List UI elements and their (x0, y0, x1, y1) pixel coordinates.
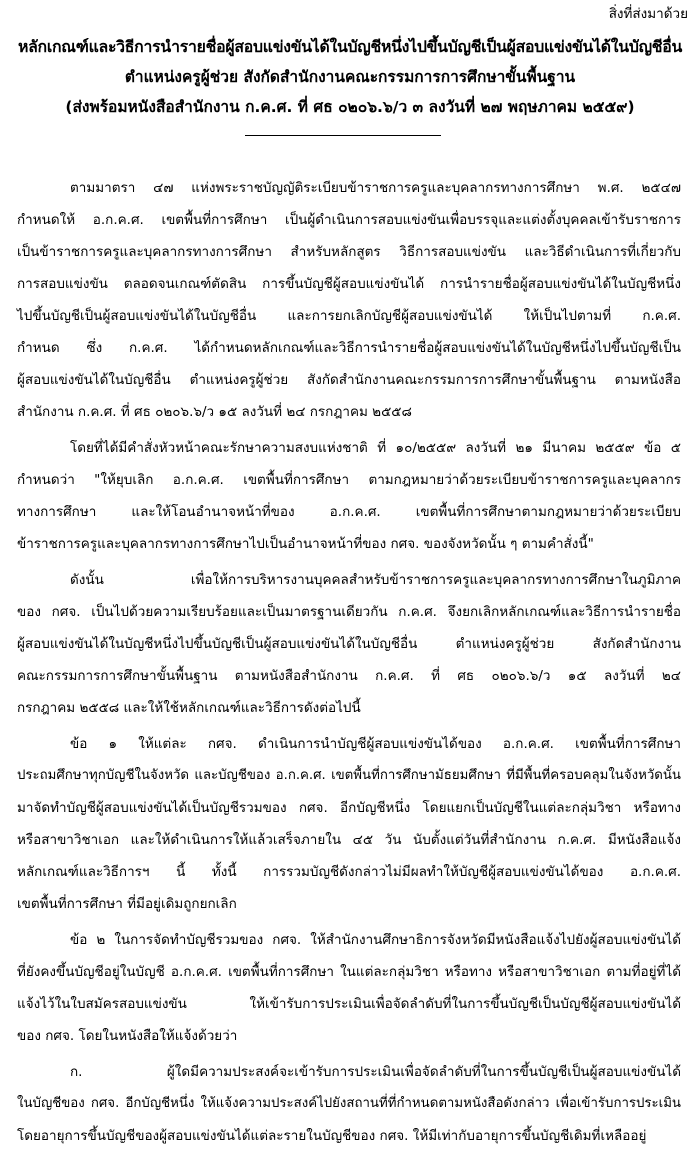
document-title-line-2: ตำแหน่งครูผู้ช่วย สังกัดสำนักงานคณะกรรมการการศึกษาขั้นพื้นฐาน (124, 68, 576, 86)
body-line: ข้าราชการครูและบุคลากรทางการศึกษาไปเป็นอำนาจหน้าที่ของ กศจ. ของจังหวัดนั้น ๆ ตามคำสั่งนี้" (17, 536, 594, 552)
attachment-note: สิ่งที่ส่งมาด้วย (608, 6, 688, 22)
body-line: โดยอายุการขึ้นบัญชีของผู้สอบแข่งขันได้แต่ละรายในบัญชีของ กศจ. ให้มีเท่ากับอายุการขึ้นบัญชีเดิมที่เหลืออยู่ (17, 1128, 647, 1144)
body-line: หลักเกณฑ์และวิธีการฯ นี้ ทั้งนี้ การรวมบัญชีดังกล่าวไม่มีผลทำให้บัญชีผู้สอบแข่งขันได้ของ อ.ก.ค.ศ. (17, 864, 681, 880)
body-line: ทางการศึกษา และให้โอนอำนาจหน้าที่ของ อ.ก.ค.ศ. เขตพื้นที่การศึกษาตามกฎหมายว่าด้วยระเบียบ (17, 504, 681, 520)
document-title-line-3: (ส่งพร้อมหนังสือสำนักงาน ก.ค.ศ. ที่ ศธ ๐๒๐๖.๖/ว ๓ ลงวันที่ ๒๗ พฤษภาคม ๒๕๕๙) (65, 98, 635, 116)
body-line: กรกฎาคม ๒๕๕๘ และให้ใช้หลักเกณฑ์และวิธีการดังต่อไปนี้ (17, 700, 361, 716)
body-line: กำหนดให้ อ.ก.ค.ศ. เขตพื้นที่การศึกษา เป็นผู้ดำเนินการสอบแข่งขันเพื่อบรรจุและแต่งตั้งบุคคลเข้ารับราชการ (17, 212, 681, 228)
body-line: ดังนั้น เพื่อให้การบริหารงานบุคคลสำหรับข้าราชการครูและบุคลากรทางการศึกษาในภูมิภาค (70, 572, 681, 588)
body-line: ตามมาตรา ๔๗ แห่งพระราชบัญญัติระเบียบข้าราชการครูและบุคลากรทางการศึกษา พ.ศ. ๒๕๔๗ (70, 180, 681, 196)
body-line: หรือสาขาวิชาเอก และให้ดำเนินการให้แล้วเสร็จภายใน ๔๕ วัน นับตั้งแต่วันที่สำนักงาน ก.ค.ศ. มีหนังสือแจ้ง (17, 832, 681, 848)
body-line: ข้อ ๑ ให้แต่ละ กศจ. ดำเนินการนำบัญชีผู้สอบแข่งขันได้ของ อ.ก.ค.ศ. เขตพื้นที่การศึกษา (70, 736, 681, 752)
body-line: สำนักงาน ก.ค.ศ. ที่ ศธ ๐๒๐๖.๖/ว ๑๕ ลงวันที่ ๒๔ กรกฎาคม ๒๕๕๘ (17, 404, 412, 420)
body-line: ของ กศจ. เป็นไปด้วยความเรียบร้อยและเป็นมาตรฐานเดียวกัน ก.ค.ศ. จึงยกเลิกหลักเกณฑ์และวิธีการนำรายชื่อ (17, 604, 681, 620)
body-line: ที่ยังคงขึ้นบัญชีอยู่ในบัญชี อ.ก.ค.ศ. เขตพื้นที่การศึกษา ในแต่ละกลุ่มวิชา หรือทาง หรือสาขาวิชาเอก ตามที่อยู่ที่ได้ (17, 964, 681, 980)
document-title-line-1: หลักเกณฑ์และวิธีการนำรายชื่อผู้สอบแข่งขันได้ในบัญชีหนึ่งไปขึ้นบัญชีเป็นผู้สอบแข่งขันได้ในบัญชีอื่น (17, 37, 683, 56)
body-line: ไปขึ้นบัญชีเป็นผู้สอบแข่งขันได้ในบัญชีอื่น และการยกเลิกบัญชีผู้สอบแข่งขันได้ ให้เป็นไปตามที่ ก.ค.ศ. (17, 308, 681, 324)
body-line: ในบัญชีของ กศจ. อีกบัญชีหนึ่ง ให้แจ้งความประสงค์ไปยังสถานที่ที่กำหนดตามหนังสือดังกล่าว เพื่อเข้ารับการประเมิน (17, 1096, 681, 1111)
body-line: กำหนดว่า "ให้ยุบเลิก อ.ก.ค.ศ. เขตพื้นที่การศึกษา ตามกฎหมายว่าด้วยระเบียบข้าราชการครูและบุคลากร (17, 472, 681, 488)
body-line: การสอบแข่งขัน ตลอดจนเกณฑ์ตัดสิน การขึ้นบัญชีผู้สอบแข่งขันได้ การนำรายชื่อผู้สอบแข่งขันได้ในบัญชีหนึ่ง (17, 276, 681, 292)
body-line: เป็นข้าราชการครูและบุคลากรทางการศึกษา สำหรับหลักสูตร วิธีการสอบแข่งขัน และวิธีดำเนินการที่เกี่ยวกับ (17, 244, 681, 260)
body-line: ผู้สอบแข่งขันได้ในบัญชีหนึ่งไปขึ้นบัญชีเป็นผู้สอบแข่งขันได้ในบัญชีอื่น ตำแหน่งครูผู้ช่วย สังกัดสำนักงาน (17, 636, 681, 652)
body-line: ของ กศจ. โดยในหนังสือให้แจ้งด้วยว่า (17, 1028, 238, 1044)
body-line: เขตพื้นที่การศึกษา ที่มีอยู่เดิมถูกยกเลิก (17, 896, 237, 912)
body-line: มาจัดทำบัญชีผู้สอบแข่งขันได้เป็นบัญชีรวมของ กศจ. อีกบัญชีหนึ่ง โดยแยกเป็นบัญชีในแต่ละกลุ่มวิชา หรือทาง (17, 800, 681, 816)
title-divider (245, 135, 441, 136)
body-line: คณะกรรมการการศึกษาขั้นพื้นฐาน ตามหนังสือสำนักงาน ก.ค.ศ. ที่ ศธ ๐๒๐๖.๖/ว ๑๕ ลงวันที่ ๒๔ (17, 668, 681, 684)
body-line: กำหนด ซึ่ง ก.ค.ศ. ได้กำหนดหลักเกณฑ์และวิธีการนำรายชื่อผู้สอบแข่งขันได้ในบัญชีหนึ่งไปขึ้นบัญชีเป็น (17, 340, 681, 356)
body-line: ผู้สอบแข่งขันได้ในบัญชีอื่น ตำแหน่งครูผู้ช่วย สังกัดสำนักงานคณะกรรมการการศึกษาขั้นพื้นฐาน ตามหนังสือ (17, 372, 681, 388)
body-line: โดยที่ได้มีคำสั่งหัวหน้าคณะรักษาความสงบแห่งชาติ ที่ ๑๐/๒๕๕๙ ลงวันที่ ๒๑ มีนาคม ๒๕๕๙ ข้อ ๕ (70, 440, 681, 456)
body-line: ก. ผู้ใดมีความประสงค์จะเข้ารับการประเมินเพื่อจัดลำดับที่ในการขึ้นบัญชีเป็นผู้สอบแข่งขันได้ (70, 1064, 681, 1080)
body-line: ข้อ ๒ ในการจัดทำบัญชีรวมของ กศจ. ให้สำนักงานศึกษาธิการจังหวัดมีหนังสือแจ้งไปยังผู้สอบแข่งขันได้ (70, 932, 681, 948)
body-line: ประถมศึกษาทุกบัญชีในจังหวัด และบัญชีของ อ.ก.ค.ศ. เขตพื้นที่การศึกษามัธยมศึกษา ที่มีพื้นที่ครอบคลุมในจังหวัดนั้น (17, 768, 681, 783)
body-line: แจ้งไว้ในใบสมัครสอบแข่งขัน ให้เข้ารับการประเมินเพื่อจัดลำดับที่ในการขึ้นบัญชีเป็นบัญชีผู้สอบแข่งขันได้ (17, 996, 681, 1012)
